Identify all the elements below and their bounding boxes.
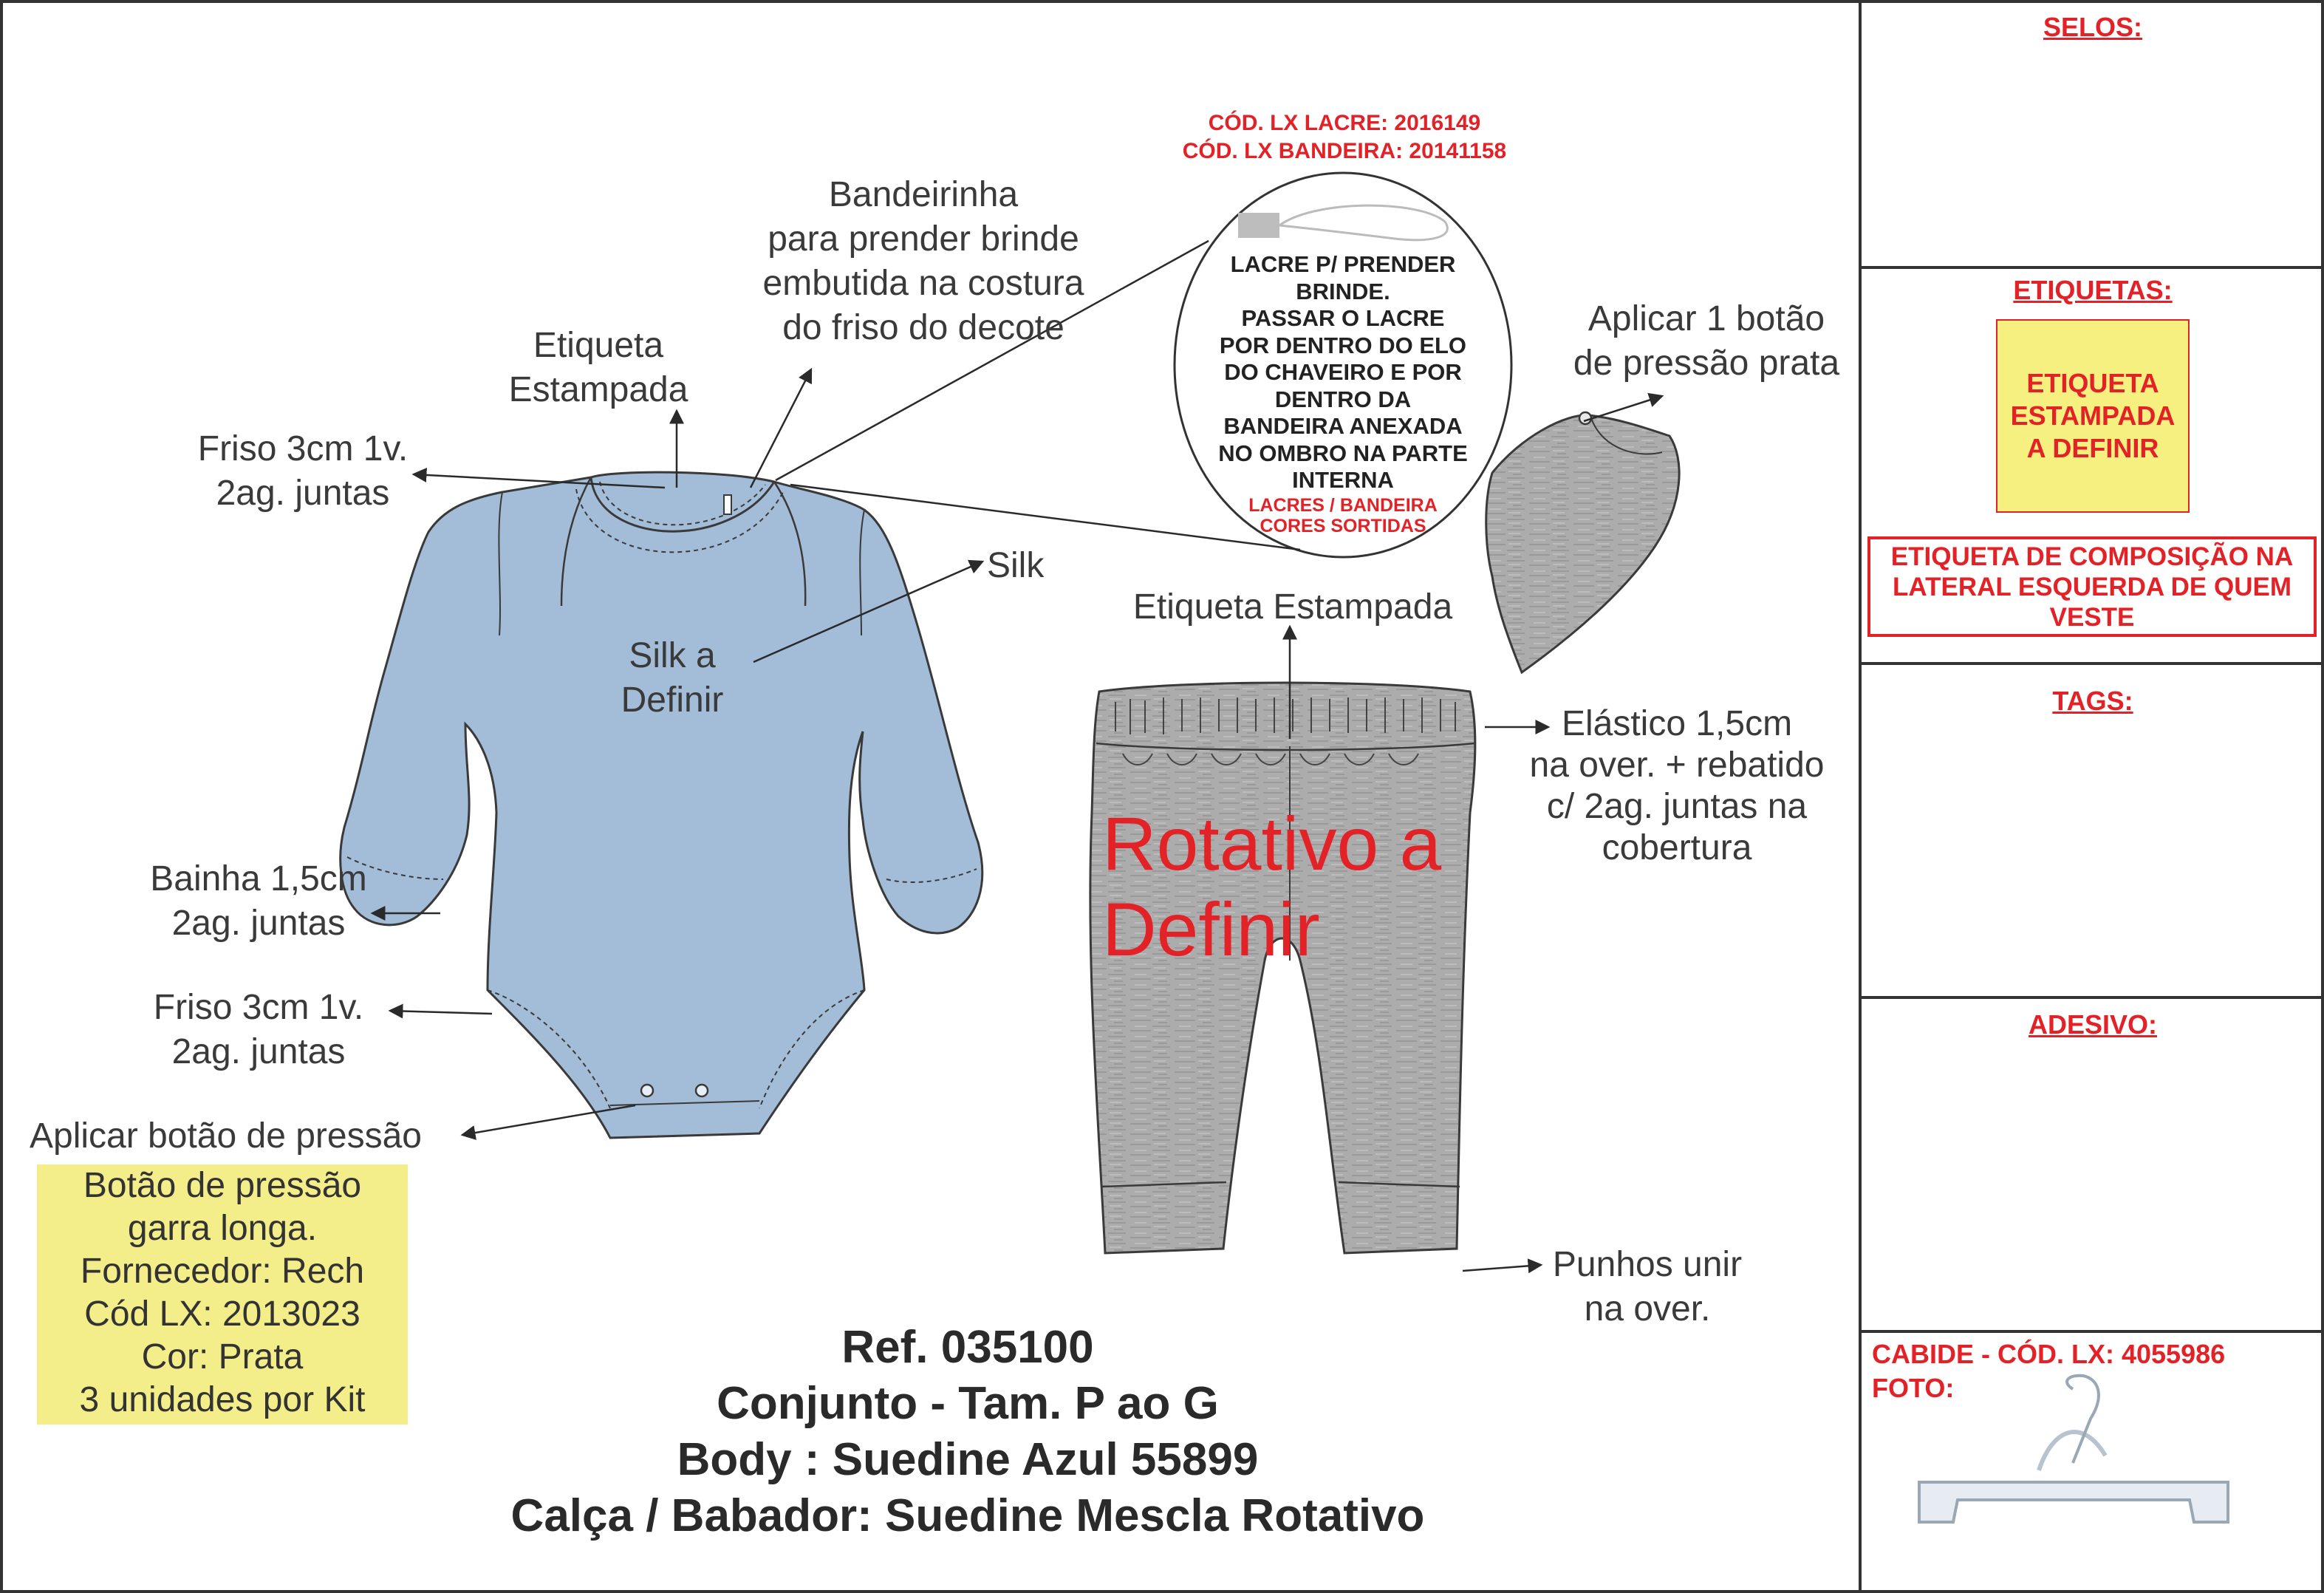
elastico-callout [1507,703,1847,869]
box-line: LATERAL ESQUERDA DE QUEM [1893,572,2291,601]
callout-line: Definir [1102,887,1320,972]
etiquetas-heading: ETIQUETAS: [2013,275,2173,305]
snap-button [641,1085,653,1096]
botao-note-text [37,1164,408,1422]
callout-line: Aplicar 1 botão [1588,299,1825,338]
aplicar-1-botao-callout [1551,297,1862,386]
botao-note-line: Botão de pressão [83,1166,362,1205]
callout-line: Rotativo a [1102,802,1442,886]
lacre-instruction-line: DENTRO DA [1274,386,1412,412]
rotativo-a-definir-label [1102,801,1441,972]
silk-a-definir-label [584,634,761,723]
lacre-instruction-line: NO OMBRO NA PARTE [1218,440,1468,466]
reference-conjunto: Conjunto - Tam. P ao G [717,1378,1219,1429]
snap-button [1579,412,1591,424]
friso-top-callout [177,427,428,516]
lacre-code: CÓD. LX BANDEIRA: 20141158 [1182,139,1507,163]
botao-note-line: garra longa. [127,1209,318,1248]
bib-drawing [1486,412,1679,672]
etiqueta-estampada-body-callout [480,324,717,412]
callout-line: Friso 3cm 1v. [153,988,364,1027]
lacre-instruction-line: DO CHAVEIRO E POR [1224,359,1462,385]
botao-note-line: Cor: Prata [141,1337,304,1377]
box-line: ETIQUETA [2026,368,2159,398]
callout-line: Etiqueta [533,326,664,365]
bandeirinha-callout [694,173,1152,350]
callout-line: Definir [621,680,724,720]
foto-label: FOTO: [1872,1373,1955,1403]
lacre-seal-tag [1238,213,1279,238]
etiqueta-estampada-pants-callout: Etiqueta Estampada [1132,587,1453,627]
callout-line: para prender brinde [768,219,1079,259]
box-line: ETIQUETA DE COMPOSIÇÃO NA [1890,542,2294,571]
callout-line: 2ag. juntas [216,474,390,513]
lacre-code: CÓD. LX LACRE: 2016149 [1208,111,1481,135]
composicao-box [1867,536,2317,637]
aplicar-botao-callout: Aplicar botão de pressão [30,1116,422,1156]
box-line: A DEFINIR [2026,433,2159,463]
callout-line: Estampada [508,370,688,409]
callout-line: na over. + rebatido [1529,746,1825,785]
reference-number: Ref. 035100 [841,1322,1094,1373]
botao-note [37,1164,408,1425]
callout-line: Silk a [629,636,716,675]
cabide-code: CABIDE - CÓD. LX: 4055986 [1872,1339,2226,1369]
callout-line: 2ag. juntas [171,1032,346,1071]
bodysuit-shape [341,472,982,1138]
reference-calca-fabric: Calça / Babador: Suedine Mescla Rotativo [510,1490,1425,1541]
callout-line: Elástico 1,5cm [1561,704,1793,743]
callout-line: na over. [1584,1289,1711,1328]
lacre-codes [1138,109,1551,166]
adesivo-heading: ADESIVO: [2028,1009,2158,1040]
bainha-callout [118,857,399,946]
callout-line: Bainha 1,5cm [150,859,367,898]
lacre-instruction-line: BRINDE. [1296,278,1390,304]
lacre-footer-line: LACRES / BANDEIRA [1248,495,1438,516]
lacre-footer-line: CORES SORTIDAS [1260,516,1426,536]
callout-line: cobertura [1602,828,1752,867]
lacre-instruction-line: INTERNA [1292,467,1394,493]
neck-label [724,495,731,514]
silk-callout: Silk [987,546,1045,585]
callout-line: 2ag. juntas [171,904,346,943]
reference-body-fabric: Body : Suedine Azul 55899 [677,1434,1259,1485]
lacre-instruction-line: POR DENTRO DO ELO [1219,332,1467,358]
lacre-instructions [1195,251,1491,494]
callout-line: Punhos unir [1552,1245,1743,1284]
callout-line: de pressão prata [1573,344,1840,383]
lacre-instruction-line: PASSAR O LACRE [1241,305,1445,331]
snap-button [696,1085,708,1096]
botao-note-line: 3 unidades por Kit [79,1380,366,1419]
callout-line: do friso do decote [782,308,1064,347]
etiqueta-estampada-box [1996,319,2190,513]
callout-line: embutida na costura [762,264,1084,303]
box-line: ESTAMPADA [2010,400,2176,431]
box-line: VESTE [2049,602,2135,632]
lacre-instruction-line: LACRE P/ PRENDER [1230,251,1456,277]
callout-line: c/ 2ag. juntas na [1546,787,1808,826]
punhos-callout [1529,1243,1766,1331]
selos-heading: SELOS: [2043,12,2142,42]
bodysuit-drawing [341,472,982,1138]
tags-heading: TAGS: [2052,686,2133,716]
botao-note-line: Fornecedor: Rech [80,1252,365,1291]
lacre-instruction-line: BANDEIRA ANEXADA [1223,413,1463,439]
callout-line: Friso 3cm 1v. [197,429,409,468]
callout-line: Bandeirinha [828,175,1019,214]
cabide-block [1872,1337,2225,1405]
friso-bottom-callout [133,986,384,1074]
botao-note-line: Cód LX: 2013023 [84,1294,360,1334]
lacre-footer [1210,495,1476,536]
